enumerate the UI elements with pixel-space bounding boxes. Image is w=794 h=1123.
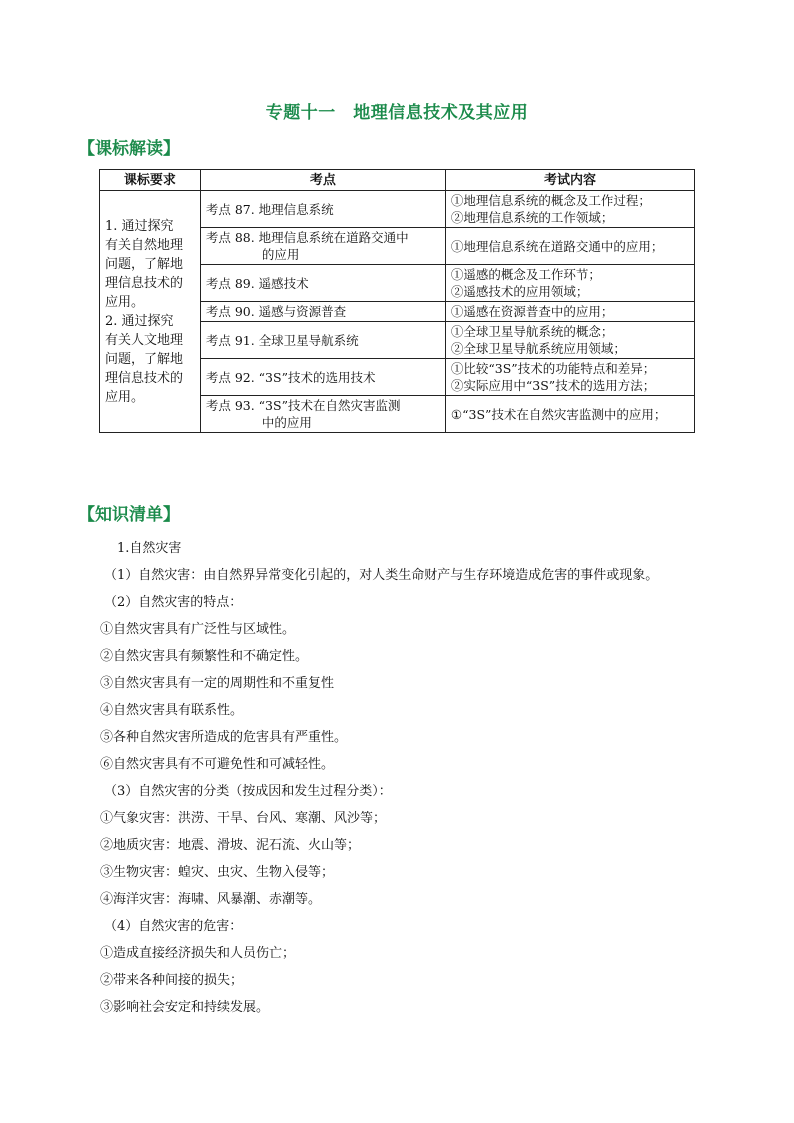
- requirement-line: 有关自然地理: [105, 237, 184, 253]
- content-text: ①遥感在资源普查中的应用；: [450, 304, 614, 319]
- kaodian-cell: [200, 322, 445, 359]
- kaodian-cell: [200, 191, 445, 228]
- content-cell: [445, 359, 694, 396]
- kaodian-cell: [200, 396, 445, 433]
- paragraph: （3）自然灾害的分类（按成因和发生过程分类）：: [104, 784, 392, 799]
- content-cell: [445, 322, 694, 359]
- requirement-line: 问题，了解地: [105, 256, 184, 272]
- content-text: ②实际应用中“3S”技术的选用方法；: [450, 378, 656, 393]
- requirement-line: 2. 通过探究: [105, 313, 174, 329]
- kaodian-text: 考点 88. 地理信息系统在道路交通中: [205, 230, 409, 245]
- requirement-line: 1. 通过探究: [105, 218, 174, 234]
- list-item: ②带来各种间接的损失；: [100, 973, 244, 988]
- requirement-line: 有关人文地理: [105, 332, 184, 348]
- subheading: 1.自然灾害: [117, 541, 182, 556]
- section-heading-knowledge: 【知识清单】: [78, 505, 180, 525]
- kaodian-text: 考点 92. “3S”技术的选用技术: [205, 369, 376, 385]
- paragraph: （2）自然灾害的特点：: [104, 595, 243, 610]
- content-text: ①“3S”技术在自然灾害监测中的应用；: [450, 406, 667, 422]
- content-cell: [445, 396, 694, 433]
- requirement-line: 问题，了解地: [105, 351, 184, 367]
- content-text: ①比较“3S”技术的功能特点和差异；: [450, 361, 656, 376]
- section-heading-curriculum: 【课标解读】: [78, 139, 180, 159]
- content-text: ①地理信息系统在道路交通中的应用；: [450, 238, 664, 254]
- kaodian-text: 的应用: [261, 247, 300, 262]
- kaodian-text: 考点 93. “3S”技术在自然灾害监测: [205, 398, 401, 413]
- list-item: ②地质灾害：地震、滑坡、泥石流、火山等；: [100, 838, 361, 853]
- list-item: ①自然灾害具有广泛性与区域性。: [100, 622, 296, 637]
- content-text: ②遥感技术的应用领域；: [450, 284, 589, 299]
- list-item: ②自然灾害具有频繁性和不确定性。: [100, 649, 309, 664]
- table-header-row: [100, 170, 695, 191]
- kaodian-cell: [200, 302, 445, 322]
- header-kaodian: 考点: [200, 170, 445, 191]
- kaodian-text: 中的应用: [261, 415, 312, 430]
- content-text: ①遥感的概念及工作环节；: [450, 267, 601, 282]
- requirement-cell: [100, 191, 201, 433]
- table-row: [100, 191, 695, 228]
- kaodian-cell: [200, 359, 445, 396]
- content-cell: [445, 228, 694, 265]
- knowledge-body: [100, 535, 730, 1021]
- curriculum-table: [99, 169, 695, 433]
- list-item: ③自然灾害具有一定的周期性和不重复性: [100, 676, 335, 691]
- kaodian-text: 考点 90. 遥感与资源普查: [205, 304, 347, 319]
- content-text: ①全球卫星导航系统的概念；: [450, 324, 614, 339]
- list-item: ④海洋灾害：海啸、风暴潮、赤潮等。: [100, 892, 322, 907]
- list-item: ⑥自然灾害具有不可避免性和可减轻性。: [100, 757, 335, 772]
- content-text: ②地理信息系统的工作领域；: [450, 210, 614, 225]
- kaodian-text: 考点 87. 地理信息系统: [205, 201, 334, 217]
- kaodian-text: 考点 91. 全球卫星导航系统: [205, 332, 359, 348]
- kaodian-cell: [200, 265, 445, 302]
- content-text: ①地理信息系统的概念及工作过程；: [450, 193, 651, 208]
- list-item: ①造成直接经济损失和人员伤亡；: [100, 946, 296, 961]
- document-title: 专题十一 地理信息技术及其应用: [265, 103, 529, 123]
- list-item: ①气象灾害：洪涝、干旱、台风、寒潮、风沙等；: [100, 811, 387, 826]
- list-item: ③生物灾害：蝗灾、虫灾、生物入侵等；: [100, 865, 335, 880]
- header-content: 考试内容: [445, 170, 694, 191]
- requirement-line: 理信息技术的: [105, 275, 184, 291]
- requirement-line: 应用。: [105, 389, 145, 405]
- paragraph: （1）自然灾害：由自然界异常变化引起的，对人类生命财产与生存环境造成危害的事件或现象。: [104, 568, 659, 583]
- kaodian-cell: [200, 228, 445, 265]
- content-cell: [445, 265, 694, 302]
- list-item: ③影响社会安定和持续发展。: [100, 1000, 270, 1015]
- list-item: ⑤各种自然灾害所造成的危害具有严重性。: [100, 730, 348, 745]
- header-requirement: 课标要求: [100, 170, 201, 191]
- requirement-line: 理信息技术的: [105, 370, 184, 386]
- kaodian-text: 考点 89. 遥感技术: [205, 275, 309, 291]
- list-item: ④自然灾害具有联系性。: [100, 703, 244, 718]
- paragraph: （4）自然灾害的危害：: [104, 919, 243, 934]
- requirement-line: 应用。: [105, 294, 145, 310]
- content-cell: [445, 302, 694, 322]
- content-text: ②全球卫星导航系统应用领域；: [450, 341, 626, 356]
- content-cell: [445, 191, 694, 228]
